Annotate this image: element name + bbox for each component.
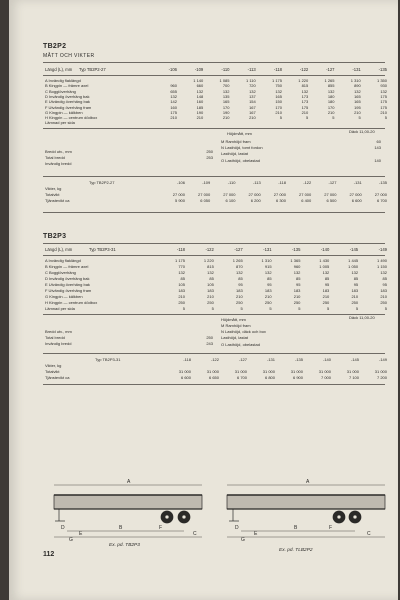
dimension-letter: C — [193, 531, 197, 537]
weight-row-label: Tjänstevikt ca — [45, 198, 70, 204]
width-label: Total bredd — [45, 155, 65, 161]
table-cell: 190 — [196, 109, 204, 115]
table-cell: 930 — [380, 83, 387, 89]
weight-cell: 31 000 — [290, 369, 303, 375]
table-cell: 148 — [196, 93, 204, 99]
table-cell: 85 — [353, 276, 359, 281]
table-cell: 132 — [236, 270, 243, 275]
column-header: -118 — [176, 247, 185, 252]
table-cell: 1 050 — [348, 264, 359, 269]
table-cell: 5 — [358, 115, 361, 121]
table-cell: 173 — [301, 99, 309, 105]
table-cell: 210 — [236, 294, 243, 299]
table-cell: 132 — [249, 88, 256, 94]
table-cell: 855 — [327, 83, 335, 89]
weight-cell: 27 000 — [299, 192, 312, 198]
table-cell: 95 — [382, 282, 387, 287]
table-cell: 170 — [222, 104, 230, 110]
row-label: E Utvändig överhäng bak — [45, 282, 90, 287]
weight-cell: 27 000 — [198, 192, 211, 198]
width-value: 253 — [206, 155, 213, 161]
dimension-letter: B — [294, 525, 298, 531]
table-cell: 250 — [236, 300, 243, 305]
row-label: B Kingpin — främre axel — [45, 264, 89, 269]
height-label: O Lasthöjd, obelastad — [221, 341, 260, 347]
table-cell: 1 445 — [348, 258, 359, 263]
dimension-letter: F — [329, 525, 333, 531]
table-cell: 770 — [178, 264, 185, 269]
table-cell: 195 — [354, 104, 361, 110]
catalog-page — [9, 0, 398, 600]
weight-column-header: -127 — [328, 180, 337, 185]
table-cell: 132 — [178, 270, 185, 275]
weight-cell: 6 600 — [351, 198, 362, 204]
row-label: D Invändig överhäng bak — [45, 276, 90, 281]
weight-cell: 5 900 — [174, 198, 185, 204]
height-block-title: Höjdmått, mm — [227, 131, 252, 136]
table-cell: 1 175 — [271, 78, 282, 83]
column-header: -135 — [378, 67, 387, 72]
row-label: Lämnad per sida — [45, 306, 75, 311]
table-cell: 660 — [196, 83, 204, 89]
width-value: 250 — [206, 149, 213, 154]
table-cell: 183 — [264, 288, 272, 293]
dimension-letter: E — [254, 531, 258, 537]
weight-cell: 6 700 — [376, 198, 387, 204]
table-cell: 870 — [236, 264, 243, 269]
table-cell: 85 — [382, 276, 387, 281]
row-label: A Invändig flaklängd — [45, 78, 81, 83]
weight-cell: 31 000 — [318, 369, 331, 375]
table-cell: 132 — [327, 88, 335, 94]
weight-cell: 6 650 — [208, 375, 219, 381]
table-cell: 167 — [249, 104, 256, 110]
table-cell: 132 — [354, 88, 361, 94]
table-cell: 154 — [249, 99, 256, 105]
table-cell: 890 — [354, 83, 361, 89]
table-cell: 5 — [332, 115, 335, 121]
table-cell: 132 — [264, 270, 272, 275]
weight-cell: 31 000 — [206, 369, 219, 375]
table-cell: 105 — [178, 282, 185, 287]
table-cell: 132 — [351, 270, 359, 275]
height-value: 140 — [374, 157, 381, 163]
column-header: -122 — [299, 67, 309, 72]
table-cell: 5 — [211, 306, 214, 311]
weight-cell: 7 100 — [348, 375, 359, 381]
weight-cell: 6 100 — [225, 198, 236, 204]
table-cell: 1 365 — [290, 258, 301, 263]
row-label: F Utvändig överhäng fram — [45, 104, 92, 110]
dimension-letter: A — [306, 479, 310, 485]
table-cell: 183 — [351, 288, 359, 293]
row-label: A Invändig flaklängd — [45, 258, 81, 263]
width-value: 250 — [206, 335, 213, 341]
type-label: Typ TB2P2-27 — [79, 67, 106, 72]
table-cell: 1 110 — [246, 78, 256, 83]
table-cell: 1 265 — [232, 258, 243, 263]
weight-row-label: Vikter, kg — [45, 363, 62, 368]
table-cell: 210 — [293, 294, 301, 299]
height-label: M Ramhöjd fram — [221, 139, 251, 144]
table-cell: 132 — [293, 270, 301, 275]
column-header: -149 — [378, 247, 387, 252]
table-cell: 180 — [327, 93, 335, 99]
weight-cell: 7 200 — [376, 375, 387, 381]
row-label: D Invändig överhäng bak — [45, 93, 90, 99]
table-cell: 95 — [238, 282, 243, 287]
row-label: C Boggiöverhäng — [45, 270, 76, 275]
weight-cell: 6 700 — [236, 375, 247, 381]
weight-cell: 6 800 — [264, 375, 275, 381]
table-cell: 132 — [170, 93, 177, 99]
figure-caption-right: Ex. pd. TLB2P2 — [279, 548, 313, 553]
table-cell: 132 — [301, 88, 309, 94]
table-cell: 183 — [380, 288, 387, 293]
dimension-letter: B — [119, 525, 123, 531]
table-cell: 210 — [275, 109, 282, 115]
table-cell: 250 — [178, 300, 185, 305]
weight-row-label: Vikter, kg — [45, 186, 62, 191]
weight-cell: 27 000 — [324, 192, 337, 198]
table-cell: 165 — [354, 93, 361, 99]
length-label: Längd (L), mm — [45, 247, 73, 252]
row-label: H Kingpin — centrum dödbox — [45, 300, 98, 305]
row-label: F Utvändig överhäng fram — [45, 288, 92, 293]
dimension-letter: G — [241, 537, 245, 543]
table-cell: 700 — [222, 83, 230, 89]
table-cell: 1 005 — [319, 264, 330, 269]
column-header: -131 — [263, 247, 272, 252]
height-block-title: Höjdmått, mm — [221, 317, 246, 322]
weight-column-header: -113 — [253, 180, 261, 185]
table-cell: 165 — [275, 93, 282, 99]
column-header: -118 — [273, 67, 282, 72]
row-label: H Kingpin — centrum dödbox — [45, 115, 98, 121]
column-header: -131 — [352, 67, 361, 72]
table-cell: 167 — [249, 109, 256, 115]
table-cell: 132 — [275, 88, 282, 94]
page-number: 112 — [43, 551, 55, 558]
column-header: -106 — [168, 67, 177, 72]
dimension-letter: F — [159, 525, 163, 531]
dimension-letter: C — [367, 531, 371, 537]
table-cell: 210 — [170, 115, 177, 121]
table-cell: 210 — [301, 109, 309, 115]
height-label: Lasthöjd, lastat — [221, 335, 248, 341]
column-header: -140 — [320, 247, 330, 252]
row-label: Lämnad per sida — [45, 120, 75, 126]
table-cell: 1 265 — [324, 78, 335, 83]
dimension-letter: A — [127, 479, 131, 485]
weights-type-label: Typ TB2P2-27 — [89, 180, 115, 185]
weight-column-header: -109 — [202, 180, 211, 185]
weight-cell: 31 000 — [374, 369, 387, 375]
table-cell: 180 — [327, 99, 335, 105]
column-header: -110 — [221, 67, 230, 72]
table-cell: 655 — [170, 88, 177, 94]
table-cell: 175 — [380, 93, 387, 99]
table-cell: 815 — [301, 83, 309, 89]
table-cell: 250 — [264, 300, 272, 305]
table-cell: 750 — [275, 83, 282, 89]
table-cell: 210 — [327, 109, 335, 115]
weight-cell: 31 000 — [234, 369, 247, 375]
table-cell: 170 — [275, 104, 282, 110]
weight-column-header: -140 — [322, 357, 331, 362]
tire-spec: Däck 11,00-20 — [349, 129, 375, 134]
table-cell: 5 — [269, 306, 272, 311]
table-cell: 132 — [380, 88, 387, 94]
column-header: -135 — [292, 247, 301, 252]
table-cell: 170 — [327, 104, 335, 110]
table-cell: 142 — [170, 99, 177, 105]
table-cell: 1 490 — [376, 258, 387, 263]
table-cell: 250 — [322, 300, 330, 305]
table-cell: 85 — [295, 276, 301, 281]
weight-column-header: -122 — [303, 180, 312, 185]
width-label: Bredd utv., mm — [45, 329, 72, 334]
table-cell: 210 — [380, 294, 387, 299]
table-cell: 210 — [354, 109, 361, 115]
table-cell: 160 — [196, 99, 204, 105]
weight-row-label: Totalvikt — [45, 369, 60, 375]
weight-cell: 27 000 — [223, 192, 236, 198]
table-cell: 137 — [249, 93, 256, 99]
table-cell: 5 — [327, 306, 330, 311]
table-cell: 5 — [240, 306, 243, 311]
section-subtitle: MÅTT OCH VIKTER — [43, 53, 95, 59]
weight-column-header: -118 — [278, 180, 286, 185]
table-cell: 185 — [196, 104, 204, 110]
row-label: G Kingpin — kälkben — [45, 109, 83, 115]
height-label: N Lasthöjd, tomt fordon — [221, 145, 263, 151]
column-header: -127 — [326, 67, 335, 72]
table-cell: 85 — [180, 276, 185, 281]
column-header: -127 — [234, 247, 243, 252]
height-label: N Lasthöjd, däck och box — [221, 329, 266, 335]
table-cell: 5 — [182, 306, 185, 311]
dimension-letters — [61, 479, 371, 543]
table-cell: 132 — [322, 270, 330, 275]
table-cell: 1 350 — [376, 78, 387, 83]
table-cell: 210 — [178, 294, 185, 299]
table-cell: 132 — [196, 88, 204, 94]
weight-cell: 27 000 — [349, 192, 362, 198]
table-cell: 95 — [324, 282, 330, 287]
table-cell: 183 — [178, 288, 185, 293]
weight-column-header: -106 — [176, 180, 185, 185]
table-cell: 183 — [236, 288, 243, 293]
weight-column-header: -110 — [227, 180, 236, 185]
width-label: Total bredd — [45, 335, 65, 341]
table-cell: 150 — [275, 99, 282, 105]
height-label: Lasthöjd, lastat — [221, 151, 248, 157]
table-cell: 5 — [279, 115, 282, 121]
table-cell: 210 — [207, 294, 214, 299]
table-cell: 175 — [170, 109, 177, 115]
trailer-drawing-tb2p3 — [54, 485, 202, 537]
width-label: Invändig bredd — [45, 161, 72, 167]
figure-caption-left: Ex. pd. TB2P3 — [109, 543, 140, 548]
table-cell: 183 — [207, 288, 214, 293]
table-cell: 210 — [322, 294, 330, 299]
table-cell: 95 — [353, 282, 359, 287]
table-cell: 190 — [222, 109, 230, 115]
table-cell: 5 — [384, 306, 387, 311]
table-cell: 165 — [222, 99, 230, 105]
table-cell: 105 — [207, 282, 214, 287]
table-cell: 210 — [264, 294, 272, 299]
column-header: -145 — [349, 247, 359, 252]
weight-cell: 6 300 — [275, 198, 286, 204]
weight-column-header: -149 — [378, 357, 387, 362]
table-cell: 210 — [380, 109, 387, 115]
dimension-letter: G — [69, 537, 73, 543]
table-cell: 960 — [293, 264, 301, 269]
table-cell: 5 — [298, 306, 301, 311]
weight-cell: 27 000 — [248, 192, 261, 198]
weight-column-header: -131 — [266, 357, 275, 362]
type-label: Typ TB2P3-31 — [89, 247, 116, 252]
table-cell: 210 — [196, 115, 204, 121]
table-cell: 173 — [301, 93, 309, 99]
table-cell: 183 — [293, 288, 301, 293]
table-cell: 1 175 — [174, 258, 185, 263]
weight-column-header: -135 — [378, 180, 387, 185]
row-label: B Kingpin — främre axel — [45, 83, 89, 89]
weight-cell: 27 000 — [273, 192, 286, 198]
weight-cell: 27 000 — [172, 192, 185, 198]
table-cell: 815 — [207, 264, 214, 269]
table-cell: 1 310 — [261, 258, 272, 263]
weight-column-header: -135 — [294, 357, 303, 362]
column-header: -113 — [247, 67, 256, 72]
table-cell: 132 — [380, 270, 387, 275]
table-cell: 210 — [249, 115, 256, 121]
weight-column-header: -118 — [183, 357, 191, 362]
weight-cell: 6 900 — [292, 375, 303, 381]
weight-cell: 7 000 — [320, 375, 331, 381]
table-cell: 175 — [301, 104, 309, 110]
table-cell: 915 — [264, 264, 272, 269]
table-cell: 175 — [380, 104, 387, 110]
height-value: 143 — [374, 145, 381, 151]
weight-cell: 6 500 — [326, 198, 337, 204]
table-cell: 250 — [380, 300, 387, 305]
table-cell: 250 — [293, 300, 301, 305]
table-cell: 210 — [351, 294, 359, 299]
row-label: E Utvändig överhäng bak — [45, 99, 90, 105]
weight-cell: 31 000 — [262, 369, 275, 375]
row-label: G Kingpin — kälkben — [45, 294, 83, 299]
table-cell: 1 220 — [298, 78, 309, 83]
trailer-drawing-tlb2p2 — [227, 485, 385, 537]
table-cell: 250 — [207, 300, 214, 305]
table-cell: 5 — [306, 115, 309, 121]
table-cell: 85 — [324, 276, 330, 281]
weight-cell: 31 000 — [346, 369, 359, 375]
table-cell: 1 310 — [350, 78, 361, 83]
weight-column-header: -122 — [210, 357, 219, 362]
weights-type-label: Typ TB2P3-31 — [95, 357, 121, 362]
table-cell: 1 220 — [203, 258, 214, 263]
weight-column-header: -127 — [238, 357, 247, 362]
table-cell: 85 — [209, 276, 214, 281]
dimension-letter: D — [235, 525, 239, 531]
table-cell: 250 — [351, 300, 359, 305]
length-label: Längd (L), mm — [45, 67, 73, 72]
weight-column-header: -145 — [350, 357, 359, 362]
trailer-drawings — [9, 465, 398, 585]
column-header: -122 — [205, 247, 214, 252]
table-cell: 960 — [170, 83, 177, 89]
weight-cell: 6 600 — [180, 375, 191, 381]
dimension-letter: D — [61, 525, 65, 531]
weight-row-label: Totalvikt — [45, 192, 60, 198]
table-cell: 165 — [354, 99, 361, 105]
table-cell: 85 — [267, 276, 272, 281]
weight-cell: 6 050 — [200, 198, 211, 204]
table-cell: 1 140 — [193, 78, 204, 83]
table-cell: 160 — [170, 104, 177, 110]
table-cell: 95 — [295, 282, 301, 287]
weight-column-header: -131 — [353, 180, 362, 185]
table-cell: 5 — [355, 306, 359, 311]
row-label: C Boggiöverhäng — [45, 88, 76, 94]
weight-cell: 31 000 — [178, 369, 191, 375]
weight-cell: 27 000 — [374, 192, 387, 198]
column-header: -109 — [194, 67, 204, 72]
table-cell: 132 — [222, 88, 230, 94]
width-label: Invändig bredd — [45, 341, 72, 347]
weight-cell: 6 400 — [301, 198, 312, 204]
weight-row-label: Tjänstevikt ca — [45, 375, 70, 381]
width-label: Bredd utv., mm — [45, 149, 72, 154]
section-title-tb2p3: TB2P3 — [43, 233, 67, 240]
table-cell: 135 — [222, 93, 230, 99]
table-cell: 183 — [322, 288, 330, 293]
table-cell: 1 430 — [319, 258, 330, 263]
height-label: M Ramhöjd fram — [221, 323, 251, 328]
table-cell: 210 — [222, 115, 230, 121]
weight-cell: 6 200 — [250, 198, 261, 204]
height-value: 60 — [376, 139, 381, 144]
dimension-letter: E — [79, 531, 83, 537]
table-cell: 85 — [238, 276, 243, 281]
table-cell: 175 — [380, 99, 387, 105]
table-cell: 1 150 — [376, 264, 387, 269]
tire-spec: Däck 11,00-20 — [349, 315, 375, 320]
table-cell: 95 — [267, 282, 272, 287]
table-cell: 720 — [249, 83, 256, 89]
width-value: 243 — [206, 341, 213, 347]
table-cell: 132 — [207, 270, 214, 275]
section-title-tb2p2: TB2P2 — [43, 43, 67, 50]
table-cell: 1 085 — [219, 78, 230, 83]
height-label: O Lasthöjd, obelastad — [221, 157, 260, 163]
table-cell: 5 — [384, 115, 387, 121]
